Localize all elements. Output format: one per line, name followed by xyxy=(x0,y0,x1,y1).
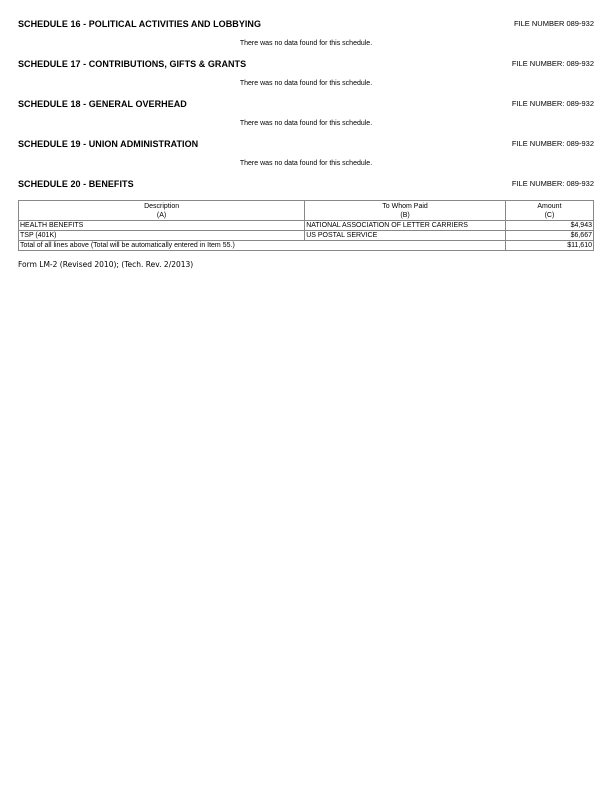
file-number: FILE NUMBER 089-932 xyxy=(513,19,594,28)
schedule-title: SCHEDULE 17 - CONTRIBUTIONS, GIFTS & GRANTS xyxy=(18,59,247,69)
benefits-table xyxy=(18,200,594,251)
column-header-to-whom-paid: To Whom Paid (B) xyxy=(305,201,506,221)
no-data-message: There was no data found for this schedule. xyxy=(239,40,373,47)
form-footer: Form LM-2 (Revised 2010); (Tech. Rev. 2/2013) xyxy=(18,260,194,269)
no-data-message: There was no data found for this schedule. xyxy=(239,160,373,167)
table-row xyxy=(19,221,594,231)
table-header-row xyxy=(19,201,594,221)
schedule-title: SCHEDULE 19 - UNION ADMINISTRATION xyxy=(18,139,199,149)
total-label: Total of all lines above (Total will be automatically entered in Item 55.) xyxy=(19,241,506,251)
file-number: FILE NUMBER: 089-932 xyxy=(511,59,594,68)
cell-description: HEALTH BENEFITS xyxy=(19,221,305,231)
schedule-19-header xyxy=(18,139,594,153)
schedule-17-header xyxy=(18,59,594,73)
total-row xyxy=(19,241,594,251)
cell-description: TSP (401K) xyxy=(19,231,305,241)
no-data-message: There was no data found for this schedule. xyxy=(239,120,373,127)
table-row xyxy=(19,231,594,241)
schedule-18-header xyxy=(18,99,594,113)
file-number: FILE NUMBER: 089-932 xyxy=(511,179,594,188)
schedule-title: SCHEDULE 16 - POLITICAL ACTIVITIES AND LOBBYING xyxy=(18,19,262,29)
file-number: FILE NUMBER: 089-932 xyxy=(511,139,594,148)
column-header-description: Description (A) xyxy=(19,201,305,221)
cell-paid-to: NATIONAL ASSOCIATION OF LETTER CARRIERS xyxy=(305,221,506,231)
cell-amount: $6,667 xyxy=(505,231,593,241)
file-number: FILE NUMBER: 089-932 xyxy=(511,99,594,108)
total-amount: $11,610 xyxy=(505,241,593,251)
cell-amount: $4,943 xyxy=(505,221,593,231)
schedule-16-header xyxy=(18,19,594,33)
schedule-title: SCHEDULE 20 - BENEFITS xyxy=(18,179,134,189)
schedule-20-header xyxy=(18,179,594,193)
column-header-amount: Amount (C) xyxy=(505,201,593,221)
cell-paid-to: US POSTAL SERVICE xyxy=(305,231,506,241)
no-data-message: There was no data found for this schedule. xyxy=(239,80,373,87)
schedule-title: SCHEDULE 18 - GENERAL OVERHEAD xyxy=(18,99,187,109)
